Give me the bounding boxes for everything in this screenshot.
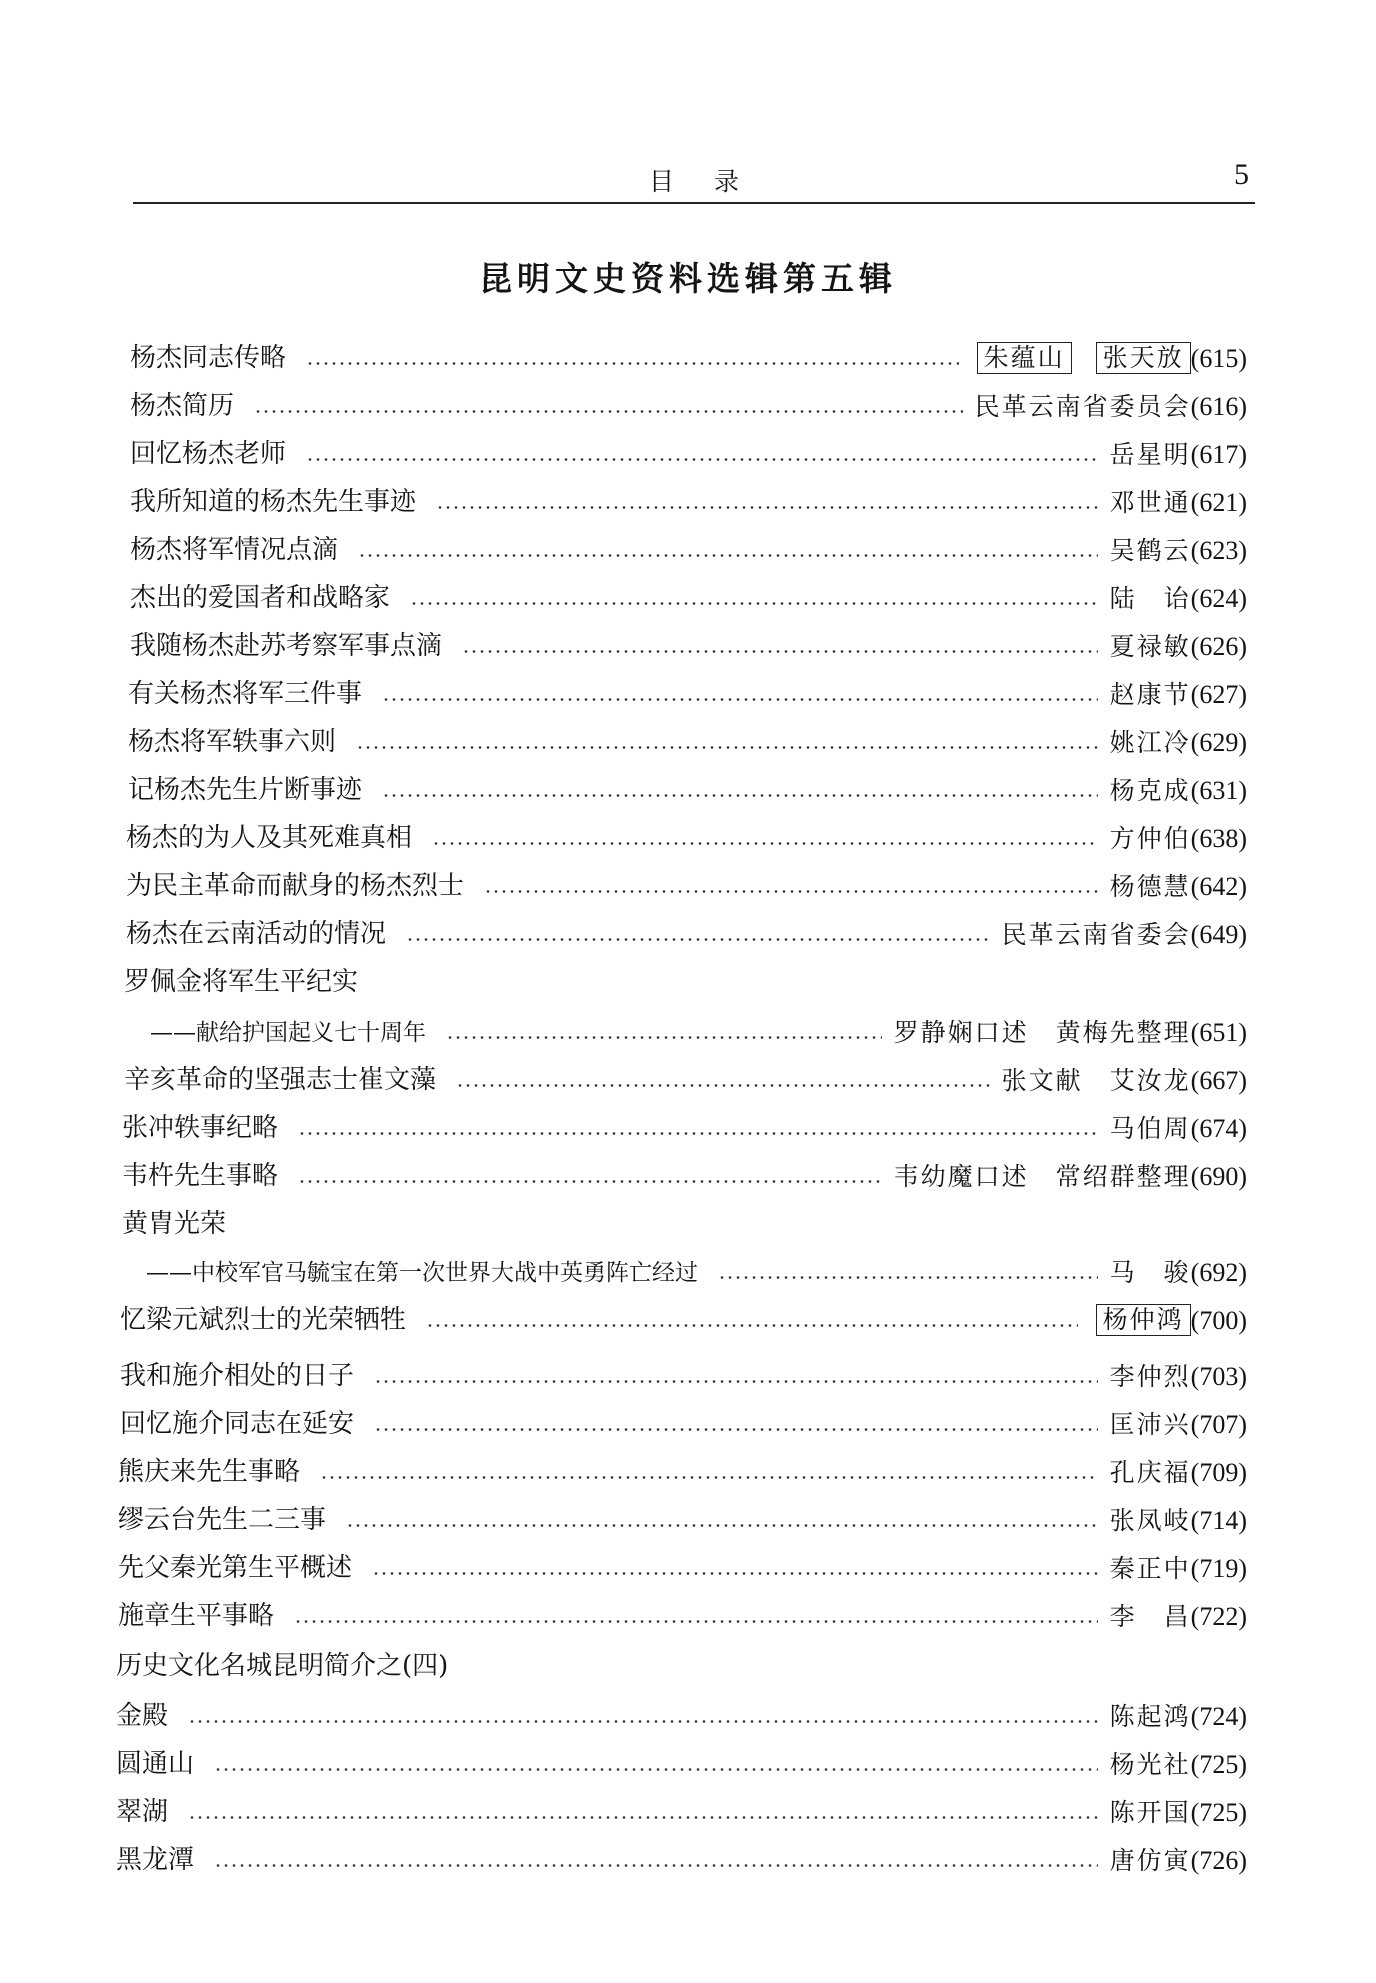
toc-entry-page: (621) xyxy=(1190,487,1247,517)
toc-entry-title: 回忆杨杰老师 xyxy=(130,438,287,469)
dot-leader xyxy=(254,410,963,413)
toc-entry xyxy=(124,954,1247,998)
toc-entry-page: (626) xyxy=(1190,631,1247,661)
toc-entry-author: 姚江冷 xyxy=(1109,728,1191,757)
dot-leader xyxy=(346,1524,1098,1527)
dot-leader xyxy=(306,458,1098,461)
toc-entry-page: (649) xyxy=(1190,919,1247,949)
toc-entry-author: 夏禄敏 xyxy=(1109,632,1191,661)
toc-entry xyxy=(116,1784,1247,1828)
toc-entry-author: 民革云南省委员会 xyxy=(974,392,1191,421)
toc-entry-page: (629) xyxy=(1190,727,1247,757)
toc-entry-page: (617) xyxy=(1190,439,1247,469)
toc-entry xyxy=(126,858,1247,902)
toc-entry-author: 民革云南省委会 xyxy=(1001,920,1191,949)
toc-entry-page: (719) xyxy=(1190,1553,1247,1583)
running-header xyxy=(133,152,1255,204)
toc-entry xyxy=(146,1244,1247,1288)
toc-entry xyxy=(120,1292,1247,1336)
toc-entry-author: 马伯周 xyxy=(1109,1114,1191,1143)
toc-entry xyxy=(130,330,1247,374)
dot-leader xyxy=(356,746,1098,749)
dot-leader xyxy=(462,650,1098,653)
toc-entry-page: (674) xyxy=(1190,1113,1247,1143)
toc-entry xyxy=(130,474,1247,518)
toc-entry-author-boxed: 杨仲鸿 xyxy=(1096,1304,1191,1336)
toc-entry-title: 杨杰将军轶事六则 xyxy=(128,726,337,757)
toc-entry-author: 岳星明 xyxy=(1109,440,1191,469)
toc-entry-title: 辛亥革命的坚强志士崔文藻 xyxy=(124,1064,437,1095)
toc-entry xyxy=(130,570,1247,614)
dot-leader xyxy=(214,1864,1098,1867)
dot-leader xyxy=(446,1036,882,1039)
toc-entry xyxy=(128,714,1247,758)
toc-entry-title: 历史文化名城昆明简介之(四) xyxy=(116,1650,449,1681)
toc-entry-title: 黑龙潭 xyxy=(116,1844,195,1875)
dot-leader xyxy=(306,362,959,365)
toc-entry xyxy=(120,1348,1247,1392)
toc-entry-page: (707) xyxy=(1190,1409,1247,1439)
toc-entry-page: (700) xyxy=(1190,1305,1247,1335)
toc-entry-title: 黄胄光荣 xyxy=(122,1208,227,1239)
toc-entry-title: 施章生平事略 xyxy=(118,1600,275,1631)
toc-entry-title: 杨杰将军情况点滴 xyxy=(130,534,339,565)
dot-leader xyxy=(188,1720,1098,1723)
toc-entry xyxy=(128,762,1247,806)
toc-entry-author: 匡沛兴 xyxy=(1109,1410,1191,1439)
toc-entry-title: 有关杨杰将军三件事 xyxy=(128,678,363,709)
toc-entry-title: 张冲轶事纪略 xyxy=(122,1112,279,1143)
dot-leader xyxy=(426,1324,1078,1327)
toc-entry-title: 先父秦光第生平概述 xyxy=(118,1552,353,1583)
toc-entry xyxy=(116,1688,1247,1732)
toc-entry-page: (703) xyxy=(1190,1361,1247,1391)
dot-leader xyxy=(374,1380,1098,1383)
toc-entry-page: (642) xyxy=(1190,871,1247,901)
toc-entry-page: (724) xyxy=(1190,1701,1247,1731)
toc-entry-author: 张凤岐 xyxy=(1109,1506,1191,1535)
toc-entry-author: 孔庆福 xyxy=(1109,1458,1191,1487)
toc-entry-title: 忆梁元斌烈士的光荣牺牲 xyxy=(120,1304,407,1335)
toc-entry-page: (667) xyxy=(1190,1065,1247,1095)
toc-entry xyxy=(122,1196,1247,1240)
toc-entry-author: 李仲烈 xyxy=(1109,1362,1191,1391)
dot-leader xyxy=(294,1620,1098,1623)
toc-entry-author: 罗静娴口述 黄梅先整理 xyxy=(893,1018,1191,1047)
toc-entry-page: (725) xyxy=(1190,1797,1247,1827)
toc-entry-author: 韦幼魔口述 常绍群整理 xyxy=(893,1162,1191,1191)
toc-entry-author-boxed: 张天放 xyxy=(1096,342,1191,374)
toc-entry-author: 杨德慧 xyxy=(1109,872,1191,901)
dot-leader xyxy=(718,1276,1098,1279)
toc-entry-page: (709) xyxy=(1190,1457,1247,1487)
toc-entry-title: 圆通山 xyxy=(116,1748,195,1779)
dot-leader xyxy=(382,794,1098,797)
toc-entry-page: (615) xyxy=(1190,343,1247,373)
toc-entry-author: 秦正中 xyxy=(1109,1554,1191,1583)
toc-entry-page: (624) xyxy=(1190,583,1247,613)
toc-entry-title: ——献给护国起义七十周年 xyxy=(150,1020,426,1047)
dot-leader xyxy=(382,698,1098,701)
toc-entry-title: 杨杰的为人及其死难真相 xyxy=(126,822,413,853)
dot-leader xyxy=(374,1428,1098,1431)
toc-entry xyxy=(116,1736,1247,1780)
toc-entry-author: 陆 诒 xyxy=(1109,584,1191,613)
toc-entry-title: 回忆施介同志在延安 xyxy=(120,1408,355,1439)
toc-entry-author: 张文献 艾汝龙 xyxy=(1001,1066,1191,1095)
dot-leader xyxy=(410,602,1098,605)
toc-entry-page: (690) xyxy=(1190,1161,1247,1191)
toc-entry xyxy=(118,1492,1247,1536)
toc-entry-page: (692) xyxy=(1190,1257,1247,1287)
toc-entry-title: 我随杨杰赴苏考察军事点滴 xyxy=(130,630,443,661)
dot-leader xyxy=(188,1816,1098,1819)
toc-entry-page: (714) xyxy=(1190,1505,1247,1535)
dot-leader xyxy=(298,1132,1098,1135)
toc-entry-author: 李 昌 xyxy=(1109,1602,1191,1631)
toc-entry-author: 唐仿寅 xyxy=(1109,1846,1191,1875)
toc-entry xyxy=(130,522,1247,566)
toc-entry xyxy=(118,1588,1247,1632)
toc-entry-title: 杨杰在云南活动的情况 xyxy=(126,918,387,949)
toc-entry-page: (651) xyxy=(1190,1017,1247,1047)
dot-leader xyxy=(406,938,990,941)
dot-leader xyxy=(484,890,1098,893)
toc-entry-page: (725) xyxy=(1190,1749,1247,1779)
toc-entry-page: (623) xyxy=(1190,535,1247,565)
toc-entry xyxy=(120,1396,1247,1440)
toc-entry-author: 杨克成 xyxy=(1109,776,1191,805)
toc-entry-title: 为民主革命而献身的杨杰烈士 xyxy=(126,870,465,901)
toc-entry xyxy=(122,1148,1247,1192)
dot-leader xyxy=(298,1180,882,1183)
toc-entry-title: 缪云台先生二三事 xyxy=(118,1504,327,1535)
dot-leader xyxy=(214,1768,1098,1771)
toc-entry-title: 罗佩金将军生平纪实 xyxy=(124,966,359,997)
toc-entry-page: (616) xyxy=(1190,391,1247,421)
toc-entry-page: (722) xyxy=(1190,1601,1247,1631)
toc-entry-title: 翠湖 xyxy=(116,1796,169,1827)
toc-entry xyxy=(126,810,1247,854)
toc-entry-author: 马 骏 xyxy=(1109,1258,1191,1287)
toc-entry-title: 金殿 xyxy=(116,1700,169,1731)
dot-leader xyxy=(456,1084,990,1087)
toc-entry xyxy=(118,1444,1247,1488)
toc-entry-title: 熊庆来先生事略 xyxy=(118,1456,301,1487)
toc-entry-author: 陈开国 xyxy=(1109,1798,1191,1827)
toc-entry xyxy=(122,1100,1247,1144)
toc-entry-title: 我和施介相处的日子 xyxy=(120,1360,355,1391)
toc-entry-author: 陈起鸿 xyxy=(1109,1702,1191,1731)
toc-entry-page: (631) xyxy=(1190,775,1247,805)
toc-entry-title: ——中校军官马毓宝在第一次世界大战中英勇阵亡经过 xyxy=(146,1260,698,1287)
dot-leader xyxy=(320,1476,1098,1479)
toc-entry-title: 杰出的爱国者和战略家 xyxy=(130,582,391,613)
toc-entry-title: 杨杰同志传略 xyxy=(130,342,287,373)
page-number: 5 xyxy=(1234,158,1249,191)
section-heading: 昆明文史资料选辑第五辑 xyxy=(479,259,897,298)
running-title: 目录 xyxy=(648,167,779,196)
toc-entry xyxy=(116,1832,1247,1876)
toc-entry-page: (726) xyxy=(1190,1845,1247,1875)
dot-leader xyxy=(372,1572,1098,1575)
toc-entry xyxy=(118,1540,1247,1584)
toc-entry xyxy=(150,1004,1247,1048)
toc-entry-page: (638) xyxy=(1190,823,1247,853)
toc-entry-author: 赵康节 xyxy=(1109,680,1191,709)
toc-entry xyxy=(126,906,1247,950)
dot-leader xyxy=(358,554,1098,557)
toc-entry-page: (627) xyxy=(1190,679,1247,709)
toc-entry xyxy=(130,378,1247,422)
dot-leader xyxy=(436,506,1098,509)
toc-entry-title: 杨杰简历 xyxy=(130,390,235,421)
toc-entry xyxy=(130,426,1247,470)
toc-entry-title: 韦杵先生事略 xyxy=(122,1160,279,1191)
toc-entry xyxy=(124,1052,1247,1096)
toc-entry-author-boxed: 朱蕴山 xyxy=(977,342,1072,374)
dot-leader xyxy=(432,842,1098,845)
toc-entry-author: 吴鹤云 xyxy=(1109,536,1191,565)
toc-entry-author: 杨光社 xyxy=(1109,1750,1191,1779)
toc-entry-title: 我所知道的杨杰先生事迹 xyxy=(130,486,417,517)
toc-entry xyxy=(130,618,1247,662)
toc-entry-author: 方仲伯 xyxy=(1109,824,1191,853)
toc-entry xyxy=(116,1638,1247,1682)
toc-entry-author: 邓世通 xyxy=(1109,488,1191,517)
toc-entry xyxy=(128,666,1247,710)
toc-entry-title: 记杨杰先生片断事迹 xyxy=(128,774,363,805)
